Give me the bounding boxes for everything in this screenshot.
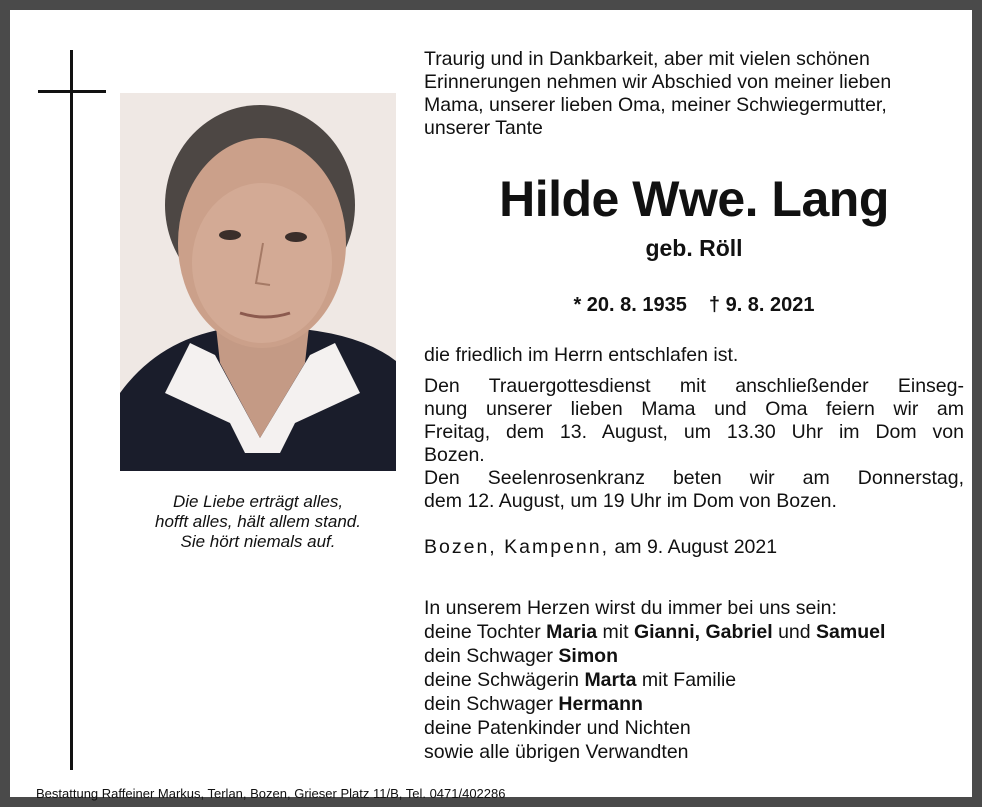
intro-line: Erinnerungen nehmen wir Abschied von meiner lieben	[424, 71, 892, 93]
motto-line: hofft alles, hält allem stand.	[154, 512, 361, 531]
maiden-name: geb. Röll	[645, 235, 743, 261]
portrait-photo	[120, 93, 396, 471]
birth-date: * 20. 8. 1935	[573, 294, 687, 316]
place-name: Bozen, Kampenn,	[424, 536, 610, 558]
intro-line: Mama, unserer lieben Oma, meiner Schwiegermutter,	[424, 94, 887, 116]
funeral-line: nung unserer lieben Mama und Oma feiern wir am	[424, 398, 964, 420]
announcement-body	[424, 344, 964, 513]
survivor-row: deine Patenkinder und Nichten	[424, 717, 691, 739]
body-line: die friedlich im Herrn entschlafen ist.	[424, 344, 739, 366]
death-date: † 9. 8. 2021	[708, 294, 815, 316]
survivors-heading: In unserem Herzen wirst du immer bei uns sein:	[424, 597, 837, 619]
survivor-row: dein Schwager Hermann	[424, 693, 643, 715]
survivors-list	[424, 596, 969, 764]
survivor-row: deine Tochter Maria mit Gianni, Gabriel und Samuel	[424, 621, 886, 643]
motto-line: Sie hört niemals auf.	[180, 532, 336, 551]
intro-line: Traurig und in Dankbarkeit, aber mit vielen schönen	[424, 48, 870, 70]
life-dates	[424, 292, 964, 318]
survivor-row: deine Schwägerin Marta mit Familie	[424, 669, 737, 691]
funeral-line: Bozen.	[424, 444, 485, 466]
motto-line: Die Liebe erträgt alles,	[172, 492, 344, 511]
survivor-row: dein Schwager Simon	[424, 645, 619, 667]
funeral-line: Den Trauergottesdienst mit anschließender Einseg-	[424, 375, 964, 397]
cross-icon-vertical-bar	[70, 50, 73, 770]
funeral-home-footer: Bestattung Raffeiner Markus, Terlan, Bozen, Grieser Platz 11/B, Tel. 0471/402286	[36, 786, 506, 801]
intro-text	[424, 48, 964, 140]
rosary-line: dem 12. August, um 19 Uhr im Dom von Bozen.	[424, 490, 837, 512]
cross-icon-horizontal-bar	[38, 90, 106, 93]
memorial-motto	[120, 492, 396, 552]
rosary-line: Den Seelenrosenkranz beten wir am Donnerstag,	[424, 467, 964, 489]
survivor-row: sowie alle übrigen Verwandten	[424, 741, 689, 763]
announcement-date: am 9. August 2021	[614, 536, 778, 558]
place-and-date	[424, 536, 777, 559]
deceased-name: Hilde Wwe. Lang	[499, 171, 889, 227]
intro-line: unserer Tante	[424, 117, 543, 139]
funeral-line: Freitag, dem 13. August, um 13.30 Uhr im Dom von	[424, 421, 964, 443]
